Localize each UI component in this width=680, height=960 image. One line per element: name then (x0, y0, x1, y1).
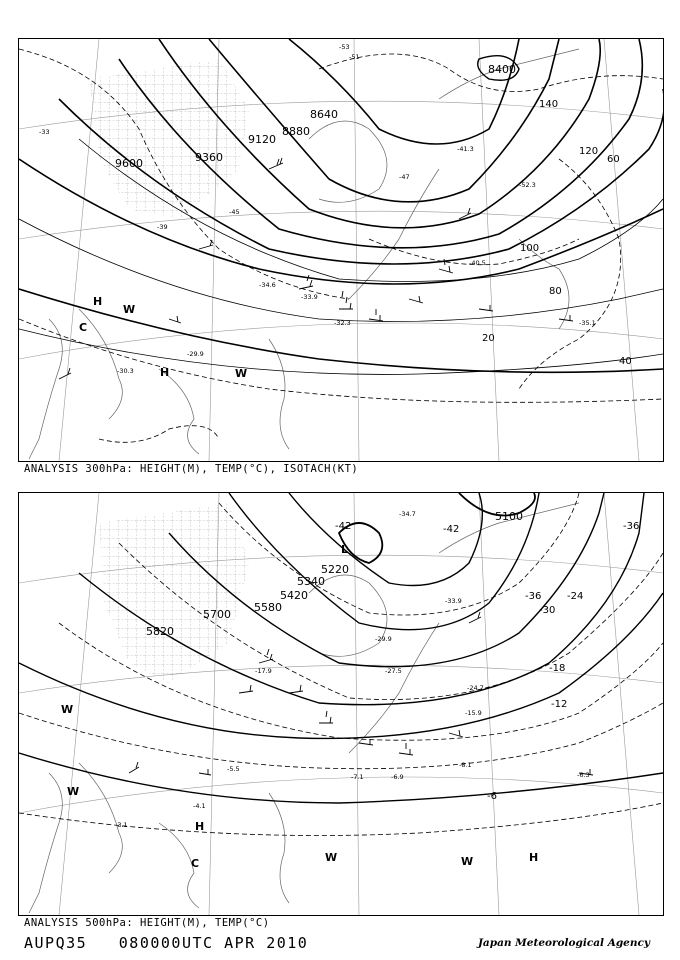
temp-label: -18 (549, 663, 566, 674)
obs-label: -3.1 (115, 821, 128, 829)
temp-label: -52.3 (519, 181, 536, 189)
height-label: 5100 (495, 510, 523, 523)
obs-label: -15.9 (465, 709, 482, 717)
map-300hpa-canvas (19, 39, 663, 461)
temp-label: -30.3 (117, 367, 134, 375)
height-label: 8640 (310, 108, 338, 121)
low-center: L (341, 543, 349, 556)
height-label: 5700 (203, 608, 231, 621)
obs-label: -4.1 (193, 802, 206, 810)
obs-label: -7.1 (351, 773, 364, 781)
temp-label: -42 (335, 521, 352, 532)
isotach-label: 120 (579, 146, 599, 157)
warm-center: W (61, 703, 74, 716)
temp-label: -29.9 (187, 350, 204, 358)
terrain-region (89, 59, 249, 219)
map-500hpa-canvas (19, 493, 663, 915)
height-label: 9360 (195, 151, 223, 164)
temp-label: -53 (339, 43, 350, 51)
obs-label: -34.7 (399, 510, 416, 518)
temp-label: -32.3 (334, 319, 351, 327)
cold-center: C (79, 321, 88, 334)
temp-label: -35.1 (579, 319, 596, 327)
temp-label: -36 (623, 521, 640, 532)
height-label: 5420 (280, 589, 308, 602)
height-label: 5220 (321, 563, 349, 576)
warm-center: W (123, 303, 136, 316)
temp-label: -42 (443, 524, 460, 535)
high-center: H (195, 820, 205, 833)
height-label: 9600 (115, 157, 143, 170)
warm-center: W (67, 785, 80, 798)
agency-credit: Japan Meteorological Agency (477, 937, 650, 949)
map-panel-300hpa (18, 38, 664, 462)
panel-300-caption: ANALYSIS 300hPa: HEIGHT(M), TEMP(°C), ISOTACH(KT) (24, 463, 359, 475)
temp-label: -34.6 (259, 281, 276, 289)
isotach-label: 60 (607, 154, 620, 165)
temp-label: -24 (567, 591, 584, 602)
panel-500-caption: ANALYSIS 500hPa: HEIGHT(M), TEMP(°C) (24, 917, 270, 929)
obs-label: -17.9 (255, 667, 272, 675)
high-center: H (93, 295, 103, 308)
height-label: 5820 (146, 625, 174, 638)
isotach-label: 140 (539, 99, 559, 110)
warm-center: W (235, 367, 248, 380)
chart-datetime: 080000UTC APR 2010 (118, 934, 309, 952)
obs-label: -8.1 (459, 761, 472, 769)
temp-label: -36 (525, 591, 542, 602)
chart-code: AUPQ35 (24, 934, 88, 952)
chart-footer (24, 934, 308, 952)
height-label: 8400 (488, 63, 516, 76)
obs-label: -29.9 (375, 635, 392, 643)
temp-label: -40.5 (469, 259, 486, 267)
obs-label: -5.5 (227, 765, 240, 773)
temp-label: -6 (487, 791, 497, 802)
height-label: 8880 (282, 125, 310, 138)
obs-label: -6.9 (391, 773, 404, 781)
height-label: 9120 (248, 133, 276, 146)
obs-label: -27.5 (385, 667, 402, 675)
map-panel-500hpa (18, 492, 664, 916)
temp-label: -33 (39, 128, 50, 136)
isotach-label: 40 (619, 356, 632, 367)
temp-label: -12 (551, 699, 568, 710)
high-center: H (160, 366, 170, 379)
obs-label: -33.9 (445, 597, 462, 605)
high-center: H (529, 851, 539, 864)
temp-label: -47 (399, 173, 410, 181)
temp-label: -33.9 (301, 293, 318, 301)
warm-center: W (461, 855, 474, 868)
cold-center: C (191, 857, 200, 870)
height-label: 5340 (297, 575, 325, 588)
warm-center: W (325, 851, 338, 864)
isotach-label: 20 (482, 333, 495, 344)
temp-label: -45 (229, 208, 240, 216)
obs-label: -6.3 (577, 771, 590, 779)
isotach-label: 100 (520, 243, 540, 254)
temp-label: -39 (157, 223, 168, 231)
obs-label: -24.7 (467, 684, 484, 692)
temp-label: -51 (349, 53, 360, 61)
temp-label: -41.3 (457, 145, 474, 153)
isotach-label: 80 (549, 286, 562, 297)
height-label: 5580 (254, 601, 282, 614)
temp-label: -30 (539, 605, 556, 616)
